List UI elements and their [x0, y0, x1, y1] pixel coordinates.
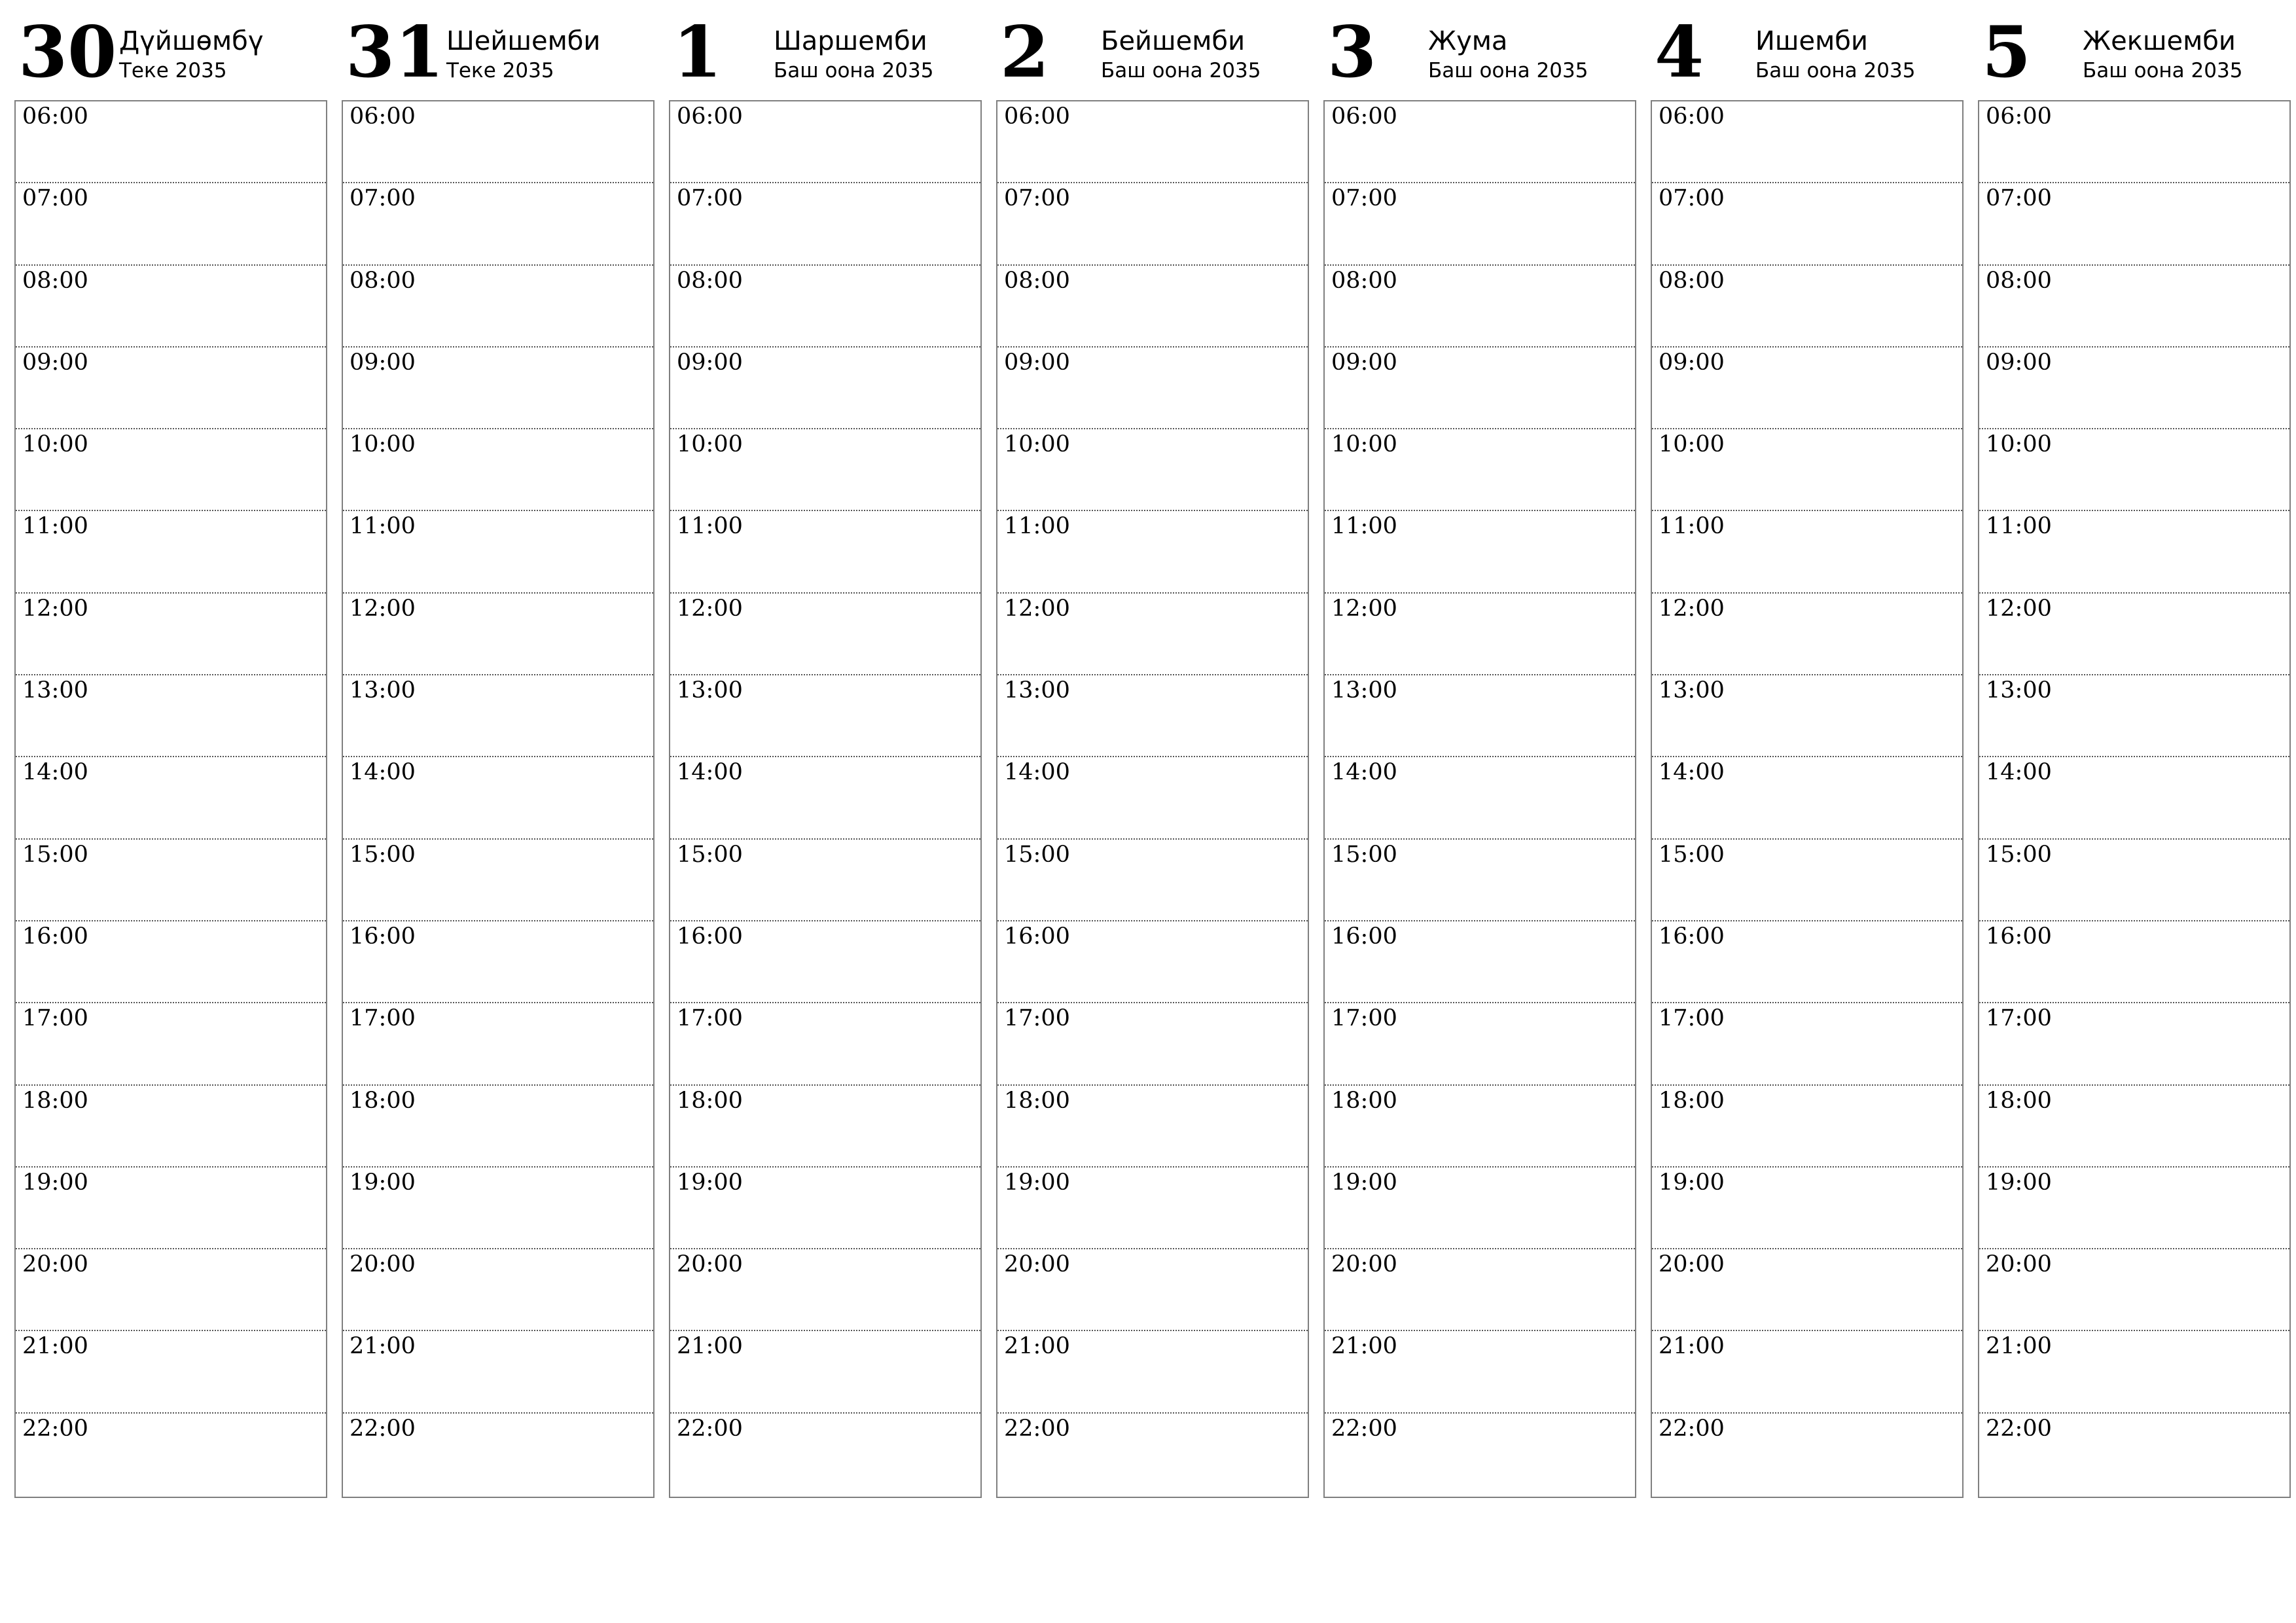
month-year-label: Теке 2035 — [446, 59, 554, 82]
time-slot[interactable] — [1979, 511, 2289, 593]
time-slot[interactable] — [997, 1168, 1308, 1249]
time-slot-label: 18:00 — [1986, 1087, 2052, 1114]
time-slot[interactable] — [1325, 757, 1635, 839]
weekday-name: Шаршемби — [774, 26, 927, 56]
time-slot[interactable] — [1652, 675, 1962, 757]
time-slot[interactable] — [1325, 266, 1635, 348]
time-slot-label: 21:00 — [1659, 1333, 1725, 1360]
time-slot[interactable] — [1979, 1249, 2289, 1331]
time-slot-label: 21:00 — [350, 1333, 416, 1360]
time-slot[interactable] — [670, 183, 980, 265]
time-slot-label: 06:00 — [350, 103, 416, 130]
time-slot-label: 21:00 — [1004, 1333, 1070, 1360]
time-slot[interactable] — [16, 348, 326, 429]
time-slot-label: 16:00 — [22, 923, 88, 950]
time-slot[interactable] — [670, 840, 980, 921]
time-slot-label: 12:00 — [677, 595, 743, 622]
time-slot[interactable] — [1652, 511, 1962, 593]
time-slot-label: 20:00 — [1659, 1251, 1725, 1278]
time-slot-label: 20:00 — [22, 1251, 88, 1278]
time-slot[interactable] — [16, 266, 326, 348]
time-slot-label: 17:00 — [350, 1005, 416, 1032]
day-header — [996, 13, 1309, 100]
time-slot-label: 13:00 — [677, 677, 743, 704]
weekly-planner — [14, 13, 2291, 1498]
time-slot-label: 06:00 — [1004, 103, 1070, 130]
time-slot-label: 19:00 — [22, 1169, 88, 1196]
time-slot-label: 19:00 — [677, 1169, 743, 1196]
day-header — [1978, 13, 2291, 100]
day-info — [2083, 25, 2242, 84]
time-slot-label: 10:00 — [1331, 431, 1397, 458]
time-slot-label: 11:00 — [1331, 513, 1397, 540]
time-slot-label: 13:00 — [1004, 677, 1070, 704]
time-slot-label: 06:00 — [1986, 103, 2052, 130]
time-slot-label: 18:00 — [350, 1087, 416, 1114]
day-number: 5 — [1982, 11, 2032, 94]
time-slot[interactable] — [997, 429, 1308, 511]
month-year-label: Баш оона 2035 — [1101, 59, 1261, 82]
weekday-name: Жума — [1428, 26, 1508, 56]
time-slot[interactable] — [997, 675, 1308, 757]
time-slot[interactable] — [16, 1003, 326, 1085]
day-schedule-box — [1978, 100, 2291, 1498]
time-slot-label: 18:00 — [1004, 1087, 1070, 1114]
time-slot-label: 19:00 — [350, 1169, 416, 1196]
weekday-name: Ишемби — [1755, 26, 1868, 56]
time-slot-label: 16:00 — [350, 923, 416, 950]
time-slot-label: 16:00 — [1004, 923, 1070, 950]
time-slot-label: 06:00 — [1331, 103, 1397, 130]
time-slot[interactable] — [343, 757, 653, 839]
time-slot-label: 15:00 — [1659, 841, 1725, 868]
time-slot[interactable] — [1652, 266, 1962, 348]
time-slot-label: 19:00 — [1004, 1169, 1070, 1196]
time-slot[interactable] — [1325, 429, 1635, 511]
day-column — [996, 13, 1309, 1498]
time-slot-label: 09:00 — [1004, 349, 1070, 376]
time-slot-label: 22:00 — [1331, 1415, 1397, 1442]
time-slot-label: 12:00 — [350, 595, 416, 622]
time-slot[interactable] — [343, 266, 653, 348]
month-year-label: Баш оона 2035 — [774, 59, 934, 82]
time-slot-label: 14:00 — [1331, 759, 1397, 786]
time-slot-label: 06:00 — [22, 103, 88, 130]
day-info — [1101, 25, 1261, 84]
time-slot[interactable] — [670, 1086, 980, 1168]
time-slot[interactable] — [1652, 840, 1962, 921]
time-slot-label: 07:00 — [1004, 185, 1070, 212]
day-column — [14, 13, 327, 1498]
time-slot[interactable] — [670, 266, 980, 348]
time-slot-label: 12:00 — [1986, 595, 2052, 622]
time-slot-label: 07:00 — [1986, 185, 2052, 212]
day-column — [1651, 13, 1964, 1498]
day-header — [669, 13, 982, 100]
time-slot-label: 08:00 — [1331, 267, 1397, 294]
time-slot-label: 10:00 — [350, 431, 416, 458]
time-slot[interactable] — [16, 511, 326, 593]
time-slot-label: 11:00 — [22, 513, 88, 540]
time-slot[interactable] — [670, 1003, 980, 1085]
time-slot-label: 15:00 — [1004, 841, 1070, 868]
time-slot-label: 14:00 — [1659, 759, 1725, 786]
time-slot-label: 13:00 — [22, 677, 88, 704]
time-slot[interactable] — [997, 101, 1308, 183]
time-slot-label: 10:00 — [1659, 431, 1725, 458]
time-slot-label: 20:00 — [1986, 1251, 2052, 1278]
day-column — [342, 13, 655, 1498]
day-header — [342, 13, 655, 100]
time-slot-label: 17:00 — [1986, 1005, 2052, 1032]
time-slot-label: 08:00 — [677, 267, 743, 294]
time-slot[interactable] — [1652, 594, 1962, 675]
day-header — [14, 13, 327, 100]
time-slot-label: 20:00 — [1331, 1251, 1397, 1278]
time-slot-label: 07:00 — [677, 185, 743, 212]
time-slot[interactable] — [343, 1168, 653, 1249]
time-slot[interactable] — [16, 1249, 326, 1331]
time-slot[interactable] — [1652, 921, 1962, 1003]
time-slot[interactable] — [1979, 101, 2289, 183]
time-slot-label: 15:00 — [350, 841, 416, 868]
time-slot-label: 21:00 — [677, 1333, 743, 1360]
time-slot[interactable] — [1325, 1414, 1635, 1497]
time-slot-label: 18:00 — [1659, 1087, 1725, 1114]
time-slot[interactable] — [1652, 1249, 1962, 1331]
time-slot-label: 13:00 — [1659, 677, 1725, 704]
time-slot[interactable] — [343, 1249, 653, 1331]
month-year-label: Теке 2035 — [119, 59, 227, 82]
time-slot-label: 06:00 — [1659, 103, 1725, 130]
time-slot[interactable] — [670, 1331, 980, 1413]
time-slot[interactable] — [1325, 348, 1635, 429]
day-number: 1 — [673, 11, 723, 94]
time-slot-label: 13:00 — [350, 677, 416, 704]
time-slot-label: 17:00 — [1004, 1005, 1070, 1032]
time-slot-label: 14:00 — [1986, 759, 2052, 786]
day-header — [1651, 13, 1964, 100]
time-slot-label: 21:00 — [22, 1333, 88, 1360]
time-slot[interactable] — [670, 1168, 980, 1249]
time-slot[interactable] — [1979, 594, 2289, 675]
time-slot[interactable] — [997, 1331, 1308, 1413]
weekday-name: Шейшемби — [446, 26, 601, 56]
time-slot[interactable] — [670, 348, 980, 429]
time-slot[interactable] — [16, 757, 326, 839]
time-slot[interactable] — [1979, 1414, 2289, 1497]
time-slot-label: 22:00 — [1004, 1415, 1070, 1442]
day-schedule-box — [1323, 100, 1636, 1498]
time-slot[interactable] — [343, 101, 653, 183]
time-slot-label: 11:00 — [1659, 513, 1725, 540]
time-slot-label: 14:00 — [677, 759, 743, 786]
time-slot[interactable] — [670, 1249, 980, 1331]
time-slot-label: 11:00 — [1004, 513, 1070, 540]
day-schedule-box — [996, 100, 1309, 1498]
time-slot[interactable] — [997, 1249, 1308, 1331]
time-slot-label: 22:00 — [350, 1415, 416, 1442]
time-slot[interactable] — [1652, 348, 1962, 429]
time-slot[interactable] — [343, 511, 653, 593]
time-slot[interactable] — [670, 101, 980, 183]
time-slot-label: 16:00 — [1659, 923, 1725, 950]
time-slot-label: 15:00 — [22, 841, 88, 868]
time-slot[interactable] — [1325, 1086, 1635, 1168]
time-slot[interactable] — [343, 675, 653, 757]
time-slot-label: 18:00 — [677, 1087, 743, 1114]
time-slot[interactable] — [1979, 1003, 2289, 1085]
day-info — [119, 25, 264, 84]
day-info — [774, 25, 933, 84]
time-slot[interactable] — [670, 594, 980, 675]
time-slot[interactable] — [343, 594, 653, 675]
time-slot-label: 14:00 — [1004, 759, 1070, 786]
time-slot-label: 10:00 — [1986, 431, 2052, 458]
time-slot-label: 22:00 — [1986, 1415, 2052, 1442]
time-slot[interactable] — [343, 429, 653, 511]
time-slot-label: 21:00 — [1331, 1333, 1397, 1360]
time-slot-label: 13:00 — [1331, 677, 1397, 704]
time-slot-label: 16:00 — [1986, 923, 2052, 950]
time-slot[interactable] — [1979, 675, 2289, 757]
day-column — [1978, 13, 2291, 1498]
time-slot[interactable] — [1325, 101, 1635, 183]
time-slot-label: 22:00 — [1659, 1415, 1725, 1442]
time-slot-label: 09:00 — [1331, 349, 1397, 376]
time-slot-label: 12:00 — [1659, 595, 1725, 622]
time-slot[interactable] — [1325, 675, 1635, 757]
time-slot[interactable] — [1652, 1003, 1962, 1085]
time-slot-label: 18:00 — [1331, 1087, 1397, 1114]
time-slot[interactable] — [343, 921, 653, 1003]
day-number: 31 — [346, 11, 444, 94]
time-slot[interactable] — [1979, 757, 2289, 839]
time-slot-label: 20:00 — [677, 1251, 743, 1278]
time-slot[interactable] — [997, 1414, 1308, 1497]
time-slot[interactable] — [16, 1414, 326, 1497]
time-slot[interactable] — [1325, 921, 1635, 1003]
time-slot[interactable] — [343, 348, 653, 429]
time-slot[interactable] — [343, 1003, 653, 1085]
time-slot-label: 12:00 — [1004, 595, 1070, 622]
time-slot[interactable] — [997, 183, 1308, 265]
time-slot[interactable] — [1652, 757, 1962, 839]
time-slot[interactable] — [997, 1003, 1308, 1085]
day-column — [669, 13, 982, 1498]
time-slot-label: 12:00 — [22, 595, 88, 622]
time-slot[interactable] — [343, 840, 653, 921]
time-slot[interactable] — [16, 1331, 326, 1413]
month-year-label: Баш оона 2035 — [1428, 59, 1588, 82]
time-slot-label: 19:00 — [1659, 1169, 1725, 1196]
time-slot-label: 15:00 — [677, 841, 743, 868]
time-slot-label: 15:00 — [1986, 841, 2052, 868]
time-slot[interactable] — [997, 348, 1308, 429]
time-slot-label: 08:00 — [1004, 267, 1070, 294]
time-slot[interactable] — [1652, 101, 1962, 183]
time-slot[interactable] — [1325, 594, 1635, 675]
time-slot-label: 08:00 — [1659, 267, 1725, 294]
time-slot[interactable] — [670, 511, 980, 593]
time-slot[interactable] — [1325, 1003, 1635, 1085]
time-slot-label: 19:00 — [1986, 1169, 2052, 1196]
time-slot[interactable] — [1652, 1168, 1962, 1249]
time-slot[interactable] — [1652, 1331, 1962, 1413]
time-slot[interactable] — [670, 921, 980, 1003]
time-slot[interactable] — [1652, 1086, 1962, 1168]
time-slot-label: 14:00 — [22, 759, 88, 786]
time-slot[interactable] — [343, 1086, 653, 1168]
day-schedule-box — [14, 100, 327, 1498]
time-slot-label: 22:00 — [677, 1415, 743, 1442]
time-slot[interactable] — [1979, 840, 2289, 921]
time-slot[interactable] — [997, 594, 1308, 675]
time-slot-label: 15:00 — [1331, 841, 1397, 868]
time-slot-label: 08:00 — [22, 267, 88, 294]
time-slot[interactable] — [1979, 1086, 2289, 1168]
time-slot[interactable] — [343, 1414, 653, 1497]
time-slot[interactable] — [1979, 429, 2289, 511]
time-slot[interactable] — [16, 1168, 326, 1249]
time-slot-label: 13:00 — [1986, 677, 2052, 704]
time-slot[interactable] — [997, 757, 1308, 839]
time-slot-label: 19:00 — [1331, 1169, 1397, 1196]
time-slot[interactable] — [16, 101, 326, 183]
time-slot[interactable] — [670, 757, 980, 839]
day-number: 3 — [1327, 11, 1377, 94]
time-slot-label: 07:00 — [1331, 185, 1397, 212]
day-info — [1755, 25, 1915, 84]
time-slot-label: 16:00 — [677, 923, 743, 950]
time-slot-label: 10:00 — [1004, 431, 1070, 458]
time-slot[interactable] — [1652, 183, 1962, 265]
time-slot-label: 11:00 — [1986, 513, 2052, 540]
day-info — [1428, 25, 1588, 84]
day-number: 4 — [1655, 11, 1704, 94]
time-slot-label: 11:00 — [350, 513, 416, 540]
time-slot[interactable] — [16, 675, 326, 757]
time-slot-label: 10:00 — [677, 431, 743, 458]
day-schedule-box — [342, 100, 655, 1498]
time-slot-label: 21:00 — [1986, 1333, 2052, 1360]
day-schedule-box — [1651, 100, 1964, 1498]
time-slot-label: 09:00 — [1659, 349, 1725, 376]
time-slot[interactable] — [343, 1331, 653, 1413]
day-number: 2 — [1000, 11, 1050, 94]
day-info — [446, 25, 600, 84]
time-slot-label: 09:00 — [350, 349, 416, 376]
time-slot[interactable] — [1325, 1168, 1635, 1249]
time-slot[interactable] — [997, 921, 1308, 1003]
time-slot[interactable] — [1979, 183, 2289, 265]
time-slot-label: 20:00 — [350, 1251, 416, 1278]
time-slot-label: 17:00 — [22, 1005, 88, 1032]
time-slot[interactable] — [1652, 429, 1962, 511]
time-slot-label: 14:00 — [350, 759, 416, 786]
time-slot-label: 18:00 — [22, 1087, 88, 1114]
time-slot[interactable] — [343, 183, 653, 265]
time-slot[interactable] — [997, 266, 1308, 348]
time-slot-label: 06:00 — [677, 103, 743, 130]
time-slot[interactable] — [1979, 348, 2289, 429]
time-slot[interactable] — [16, 921, 326, 1003]
time-slot-label: 09:00 — [677, 349, 743, 376]
time-slot[interactable] — [1325, 1331, 1635, 1413]
month-year-label: Баш оона 2035 — [2083, 59, 2243, 82]
time-slot[interactable] — [1979, 1331, 2289, 1413]
day-number: 30 — [18, 11, 117, 94]
day-header — [1323, 13, 1636, 100]
time-slot[interactable] — [16, 183, 326, 265]
time-slot[interactable] — [1325, 511, 1635, 593]
time-slot[interactable] — [1325, 1249, 1635, 1331]
time-slot-label: 11:00 — [677, 513, 743, 540]
time-slot-label: 16:00 — [1331, 923, 1397, 950]
time-slot[interactable] — [1652, 1414, 1962, 1497]
time-slot-label: 09:00 — [22, 349, 88, 376]
time-slot-label: 08:00 — [350, 267, 416, 294]
weekday-name: Бейшемби — [1101, 26, 1246, 56]
time-slot-label: 07:00 — [1659, 185, 1725, 212]
time-slot-label: 10:00 — [22, 431, 88, 458]
time-slot[interactable] — [1325, 840, 1635, 921]
weekday-name: Жекшемби — [2083, 26, 2236, 56]
day-column — [1323, 13, 1636, 1498]
time-slot[interactable] — [670, 429, 980, 511]
time-slot-label: 07:00 — [22, 185, 88, 212]
time-slot[interactable] — [670, 675, 980, 757]
month-year-label: Баш оона 2035 — [1755, 59, 1916, 82]
weekday-name: Дүйшөмбү — [119, 26, 264, 56]
time-slot[interactable] — [1979, 1168, 2289, 1249]
time-slot-label: 07:00 — [350, 185, 416, 212]
time-slot[interactable] — [16, 1086, 326, 1168]
time-slot-label: 20:00 — [1004, 1251, 1070, 1278]
time-slot[interactable] — [16, 429, 326, 511]
time-slot-label: 08:00 — [1986, 267, 2052, 294]
time-slot[interactable] — [670, 1414, 980, 1497]
time-slot[interactable] — [16, 840, 326, 921]
day-schedule-box — [669, 100, 982, 1498]
time-slot[interactable] — [1979, 266, 2289, 348]
time-slot[interactable] — [997, 840, 1308, 921]
time-slot[interactable] — [997, 1086, 1308, 1168]
time-slot-label: 09:00 — [1986, 349, 2052, 376]
time-slot[interactable] — [1979, 921, 2289, 1003]
time-slot-label: 12:00 — [1331, 595, 1397, 622]
time-slot-label: 17:00 — [1331, 1005, 1397, 1032]
time-slot-label: 17:00 — [1659, 1005, 1725, 1032]
time-slot[interactable] — [16, 594, 326, 675]
time-slot-label: 17:00 — [677, 1005, 743, 1032]
time-slot-label: 22:00 — [22, 1415, 88, 1442]
time-slot[interactable] — [1325, 183, 1635, 265]
time-slot[interactable] — [997, 511, 1308, 593]
